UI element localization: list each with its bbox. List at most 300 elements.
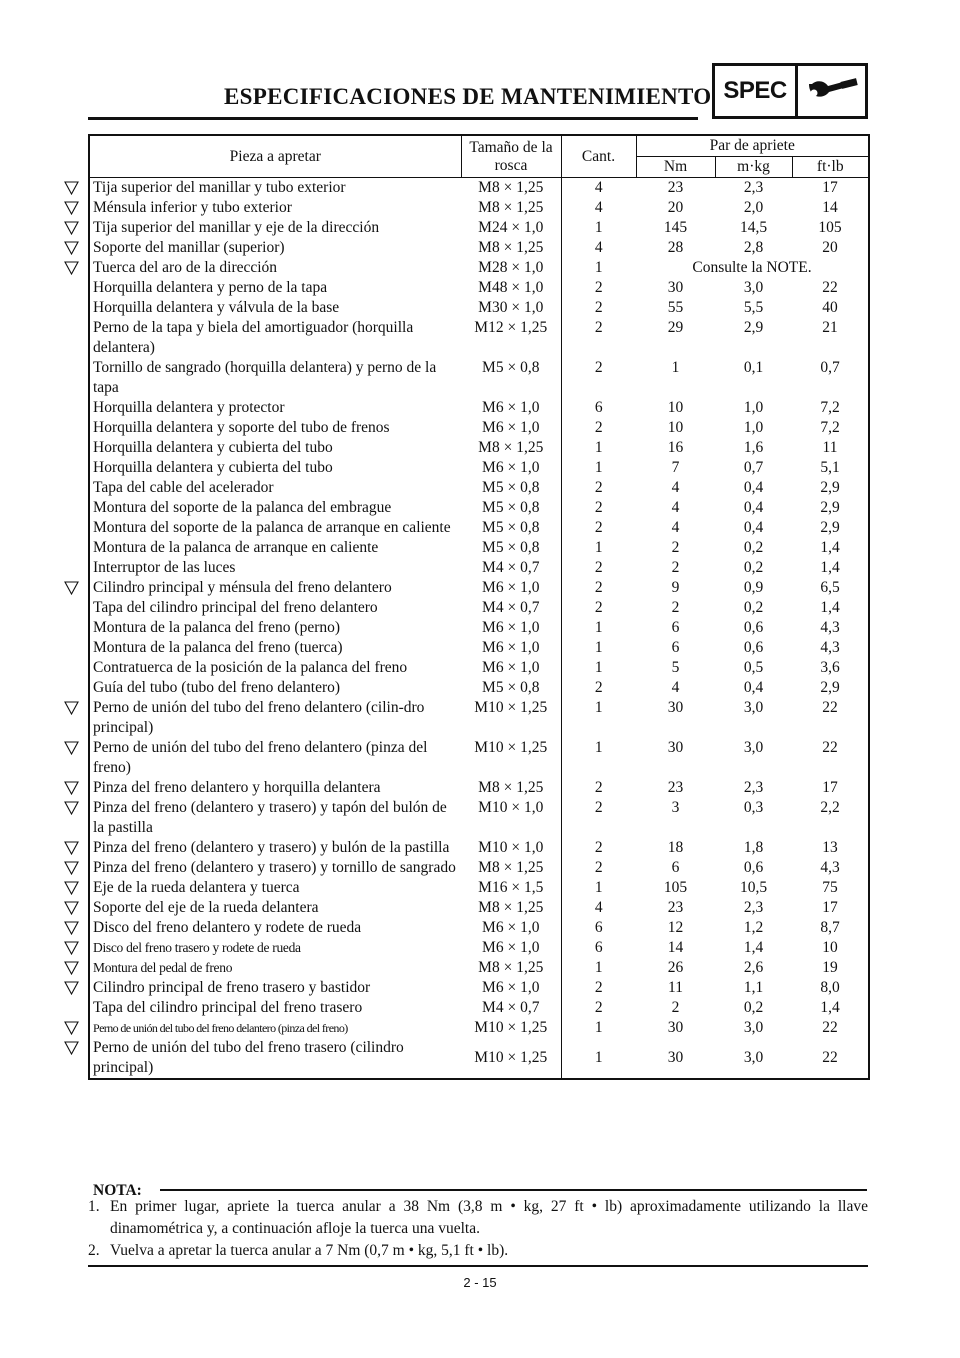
cell-mkg: 0,5 [743,659,764,676]
cell-ftlb: 17 [792,898,869,918]
cell-nm: 1 [671,359,680,376]
cell-ftlb: 3,6 [792,658,869,678]
table-row [89,498,869,518]
cell-ftlb: 8,0 [792,978,869,998]
cell-mkg: 2,8 [743,239,764,256]
part-name: Soporte del eje de la rueda delantera [93,899,319,916]
table-row [89,398,869,418]
cell-nm: 23 [667,899,684,916]
cell-qty: 2 [594,979,603,996]
cell-part [89,838,461,858]
cell-nm: 55 [667,299,684,316]
cell-qty: 2 [594,419,603,436]
cell-nm: 4 [671,679,680,696]
table-row [89,938,869,958]
cell-ftlb: 5,1 [792,458,869,478]
cell-part [89,878,461,898]
cell-ftlb: 2,9 [792,498,869,518]
part-name: Soporte del manillar (superior) [93,239,285,256]
table-row [89,358,869,398]
cell-part [89,358,461,398]
cell-mkg: 0,4 [743,679,764,696]
table-row [89,1038,869,1079]
cell-nm: 9 [671,579,680,596]
cell-qty: 1 [594,659,603,676]
cell-mkg: 0,6 [743,639,764,656]
cell-mkg: 3,0 [743,279,764,296]
cell-qty: 1 [594,1019,603,1036]
table-row [89,578,869,598]
cell-nm: 26 [667,959,684,976]
cell-ftlb: 22 [792,1018,869,1038]
cell-ftlb: 14 [792,198,869,218]
cell-mkg: 5,5 [743,299,764,316]
cell-part [89,738,461,778]
cell-size: M8 × 1,25 [461,198,561,218]
tighten-sequence-icon [64,181,79,195]
nota-item [88,1240,868,1262]
cell-mkg: 10,5 [739,879,768,896]
cell-qty: 1 [594,739,603,756]
part-name: Perno de unión del tubo del freno trasero (cilindro principal) [93,1039,404,1076]
cell-mkg: 1,0 [743,419,764,436]
cell-nm: 16 [667,439,684,456]
cell-size: M28 × 1,0 [461,258,561,278]
cell-mkg: 3,0 [743,1019,764,1036]
cell-size: M5 × 0,8 [461,538,561,558]
table-row [89,918,869,938]
cell-size: M6 × 1,0 [461,938,561,958]
table-row [89,478,869,498]
cell-ftlb: 21 [792,318,869,358]
cell-size: M5 × 0,8 [461,678,561,698]
cell-qty: 4 [594,899,603,916]
cell-qty: 6 [594,919,603,936]
cell-size: M4 × 0,7 [461,558,561,578]
header-rule [88,117,698,120]
part-name: Contratuerca de la posición de la palanca del freno [93,659,408,676]
cell-ftlb: 22 [792,738,869,778]
cell-size: M6 × 1,0 [461,918,561,938]
cell-size: M5 × 0,8 [461,358,561,398]
cell-size: M5 × 0,8 [461,478,561,498]
cell-size: M6 × 1,0 [461,458,561,478]
cell-qty: 1 [594,219,603,236]
table-row [89,638,869,658]
cell-mkg: 2,0 [743,199,764,216]
cell-qty: 2 [594,479,603,496]
cell-ftlb: 2,9 [792,678,869,698]
spec-badge-text: SPEC [715,66,798,116]
cell-mkg: 2,6 [743,959,764,976]
tighten-sequence-icon [64,921,79,935]
cell-ftlb: 105 [792,218,869,238]
part-name: Pinza del freno delantero y horquilla delantera [93,779,381,796]
cell-nm: 18 [667,839,684,856]
tighten-sequence-icon [64,241,79,255]
cell-nm: 30 [667,279,684,296]
cell-qty: 2 [594,859,603,876]
cell-mkg: 1,8 [743,839,764,856]
cell-ftlb: 22 [792,1038,869,1079]
cell-ftlb: 75 [792,878,869,898]
cell-size: M10 × 1,25 [461,1038,561,1079]
nota-item-number: 1. [88,1198,100,1215]
part-name: Perno de unión del tubo del freno delantero (cilin-dro principal) [93,699,425,736]
cell-qty: 1 [594,699,603,716]
table-row [89,558,869,578]
cell-qty: 1 [594,259,603,276]
cell-mkg: 3,0 [743,699,764,716]
cell-mkg: 1,1 [743,979,764,996]
part-name: Ménsula inferior y tubo exterior [93,199,292,216]
cell-size: M10 × 1,25 [461,1018,561,1038]
part-name: Guía del tubo (tubo del freno delantero) [93,679,341,696]
page-title: ESPECIFICACIONES DE MANTENIMIENTO [224,84,712,109]
cell-ftlb: 11 [792,438,869,458]
cell-qty: 4 [594,179,603,196]
cell-size: M6 × 1,0 [461,578,561,598]
table-row [89,858,869,878]
cell-part [89,978,461,998]
cell-nm: 30 [667,739,684,756]
cell-qty: 2 [594,999,603,1016]
spec-badge [712,63,868,119]
cell-part [89,798,461,838]
cell-nm: 4 [671,499,680,516]
part-name: Perno de unión del tubo del freno delantero (pinza del freno) [93,1021,348,1035]
cell-nm: 10 [667,399,684,416]
cell-nm: 29 [667,319,684,336]
cell-mkg: 2,3 [743,779,764,796]
cell-part [89,218,461,238]
cell-size: M8 × 1,25 [461,898,561,918]
cell-nm: 30 [667,1019,684,1036]
cell-nm: 11 [668,979,683,996]
tighten-sequence-icon [64,261,79,275]
cell-part [89,298,461,318]
header-part: Pieza a apretar [89,135,461,178]
cell-part [89,418,461,438]
nota-item-number: 2. [88,1242,100,1259]
cell-part [89,698,461,738]
table-row [89,198,869,218]
cell-size: M4 × 0,7 [461,598,561,618]
cell-qty: 2 [594,559,603,576]
cell-size: M8 × 1,25 [461,438,561,458]
cell-ftlb: 7,2 [792,398,869,418]
cell-nm: 23 [667,179,684,196]
tighten-sequence-icon [64,881,79,895]
part-name: Tapa del cilindro principal del freno trasero [93,999,363,1016]
cell-ftlb: 20 [792,238,869,258]
cell-ftlb: 8,7 [792,918,869,938]
table-row [89,258,869,278]
cell-size: M5 × 0,8 [461,518,561,538]
table-row [89,898,869,918]
cell-nm: 2 [671,559,680,576]
table-row [89,698,869,738]
part-name: Horquilla delantera y perno de la tapa [93,279,328,296]
part-name: Montura del pedal de freno [93,960,233,975]
cell-ftlb: 0,7 [792,358,869,398]
cell-part [89,498,461,518]
cell-qty: 6 [594,939,603,956]
cell-ftlb: 17 [792,778,869,798]
cell-part [89,658,461,678]
cell-part [89,438,461,458]
cell-part [89,898,461,918]
cell-mkg: 0,4 [743,479,764,496]
tighten-sequence-icon [64,1021,79,1035]
cell-size: M6 × 1,0 [461,978,561,998]
cell-qty: 4 [594,239,603,256]
cell-ftlb: 17 [792,178,869,199]
part-name: Horquilla delantera y válvula de la base [93,299,340,316]
tighten-sequence-icon [64,801,79,815]
tighten-sequence-icon [64,201,79,215]
cell-size: M5 × 0,8 [461,498,561,518]
tighten-sequence-icon [64,901,79,915]
cell-size: M48 × 1,0 [461,278,561,298]
cell-qty: 2 [594,779,603,796]
part-name: Horquilla delantera y cubierta del tubo [93,439,333,456]
header-torque: Par de apriete [636,135,869,157]
cell-size: M8 × 1,25 [461,858,561,878]
cell-qty: 4 [594,199,603,216]
cell-part [89,678,461,698]
tighten-sequence-icon [64,741,79,755]
page-number: 2 - 15 [463,1275,497,1290]
cell-size: M12 × 1,25 [461,318,561,358]
cell-mkg: 2,3 [743,899,764,916]
table-row [89,878,869,898]
cell-part [89,998,461,1018]
cell-part [89,318,461,358]
cell-nm: 145 [663,219,688,236]
cell-mkg: 2,9 [743,319,764,336]
cell-mkg: 0,1 [743,359,764,376]
cell-qty: 6 [594,399,603,416]
cell-part [89,258,461,278]
cell-mkg: 0,4 [743,519,764,536]
cell-ftlb: 22 [792,698,869,738]
cell-size: M24 × 1,0 [461,218,561,238]
table-row [89,178,869,199]
part-name: Perno de unión del tubo del freno delantero (pinza del freno) [93,739,428,776]
cell-part [89,478,461,498]
cell-size: M6 × 1,0 [461,638,561,658]
table-row [89,458,869,478]
nota-item-text: Vuelva a apretar la tuerca anular a 7 Nm (0,7 m • kg, 5,1 ft • lb). [110,1242,509,1259]
cell-nm: 6 [671,859,680,876]
tighten-sequence-icon [64,861,79,875]
cell-nm: 2 [671,539,680,556]
cell-mkg: 1,4 [743,939,764,956]
cell-part [89,938,461,958]
cell-mkg: 2,3 [743,179,764,196]
nota-label: NOTA: [93,1182,142,1199]
table-row [89,798,869,838]
cell-part [89,1038,461,1079]
part-name: Pinza del freno (delantero y trasero) y tapón del bulón de la pastilla [93,799,447,836]
wrench-icon [798,66,865,116]
cell-nm: 12 [667,919,684,936]
table-body [89,178,869,1080]
table-row [89,738,869,778]
cell-nm: 7 [671,459,680,476]
cell-part [89,858,461,878]
cell-qty: 1 [594,959,603,976]
cell-mkg: 1,2 [743,919,764,936]
cell-ftlb: 2,2 [792,798,869,838]
cell-mkg: 0,9 [743,579,764,596]
table-row [89,438,869,458]
tighten-sequence-icon [64,841,79,855]
cell-mkg: 0,6 [743,859,764,876]
tighten-sequence-icon [64,941,79,955]
tighten-sequence-icon [64,1041,79,1055]
cell-part [89,278,461,298]
cell-nm: 4 [671,479,680,496]
cell-size: M6 × 1,0 [461,658,561,678]
cell-nm: 14 [667,939,684,956]
cell-part [89,238,461,258]
table-row [89,318,869,358]
cell-size: M10 × 1,0 [461,838,561,858]
nota-rule [160,1189,867,1191]
table-row [89,978,869,998]
cell-ftlb: 1,4 [792,538,869,558]
cell-nm: 6 [671,619,680,636]
cell-ftlb: 19 [792,958,869,978]
cell-mkg: 3,0 [715,1038,792,1079]
table-row [89,238,869,258]
cell-part [89,538,461,558]
cell-part [89,598,461,618]
cell-part [89,398,461,418]
cell-part [89,518,461,538]
tighten-sequence-icon [64,781,79,795]
part-name: Tija superior del manillar y eje de la dirección [93,219,380,236]
cell-size: M6 × 1,0 [461,418,561,438]
cell-nm: 105 [663,879,688,896]
cell-size: M8 × 1,25 [461,958,561,978]
tighten-sequence-icon [64,961,79,975]
table-row [89,678,869,698]
cell-qty: 2 [594,299,603,316]
part-name: Tuerca del aro de la dirección [93,259,278,276]
part-name: Montura de la palanca del freno (perno) [93,619,341,636]
cell-qty: 2 [594,599,603,616]
part-name: Tornillo de sangrado (horquilla delantera) y perno de la tapa [93,359,437,396]
cell-nm: 28 [667,239,684,256]
tighten-sequence-icon [64,221,79,235]
cell-size: M6 × 1,0 [461,398,561,418]
cell-mkg: 3,0 [743,739,764,756]
cell-nm: 23 [667,779,684,796]
table-row [89,1018,869,1038]
cell-nm: 6 [671,639,680,656]
part-name: Eje de la rueda delantera y tuerca [93,879,300,896]
table-row [89,838,869,858]
table-row [89,778,869,798]
table-row [89,998,869,1018]
cell-qty: 2 [594,799,603,816]
cell-mkg: 0,2 [743,559,764,576]
header-nm: Nm [636,157,715,178]
cell-mkg: 0,7 [743,459,764,476]
part-name: Montura del soporte de la palanca de arranque en caliente [93,519,451,536]
cell-nm: 5 [671,659,680,676]
part-name: Horquilla delantera y cubierta del tubo [93,459,333,476]
part-name: Montura de la palanca del freno (tuerca) [93,639,343,656]
cell-nm: 4 [671,519,680,536]
nota-list [88,1196,868,1262]
cell-qty: 1 [561,1038,636,1079]
cell-ftlb: 4,3 [792,618,869,638]
header-mkg: m·kg [715,157,792,178]
cell-qty: 2 [594,319,603,336]
cell-ftlb: 40 [792,298,869,318]
cell-mkg: 0,6 [743,619,764,636]
cell-qty: 2 [594,499,603,516]
cell-qty: 2 [594,679,603,696]
table-row [89,218,869,238]
cell-ftlb: 10 [792,938,869,958]
part-name: Montura del soporte de la palanca del embrague [93,499,392,516]
cell-mkg: 0,4 [743,499,764,516]
header-size: Tamaño de la rosca [461,135,561,178]
table-row [89,658,869,678]
header-ftlb: ft·lb [792,157,869,178]
cell-nm: 10 [667,419,684,436]
cell-ftlb: 1,4 [792,998,869,1018]
part-name: Tapa del cilindro principal del freno delantero [93,599,378,616]
cell-size: M10 × 1,25 [461,738,561,778]
cell-ftlb: 4,3 [792,858,869,878]
cell-size: M8 × 1,25 [461,238,561,258]
cell-nm: 2 [671,599,680,616]
tighten-sequence-icon [64,981,79,995]
part-name: Horquilla delantera y soporte del tubo de frenos [93,419,390,436]
cell-mkg: 0,3 [743,799,764,816]
tighten-sequence-icon [64,581,79,595]
cell-size: M6 × 1,0 [461,618,561,638]
part-name: Tija superior del manillar y tubo exterior [93,179,346,196]
cell-ftlb: 1,4 [792,598,869,618]
table-row [89,418,869,438]
cell-mkg: 1,6 [743,439,764,456]
cell-size: M10 × 1,25 [461,698,561,738]
cell-qty: 1 [594,539,603,556]
cell-qty: 1 [594,439,603,456]
cell-part [89,778,461,798]
cell-mkg: 0,2 [743,999,764,1016]
cell-ftlb: 13 [792,838,869,858]
cell-ftlb: 1,4 [792,558,869,578]
cell-nm: 20 [667,199,684,216]
cell-part [89,578,461,598]
cell-size: M4 × 0,7 [461,998,561,1018]
cell-ftlb: 2,9 [792,478,869,498]
cell-qty: 1 [594,639,603,656]
table-row [89,598,869,618]
cell-qty: 1 [594,879,603,896]
cell-part [89,558,461,578]
cell-ftlb: 2,9 [792,518,869,538]
cell-size: M16 × 1,5 [461,878,561,898]
